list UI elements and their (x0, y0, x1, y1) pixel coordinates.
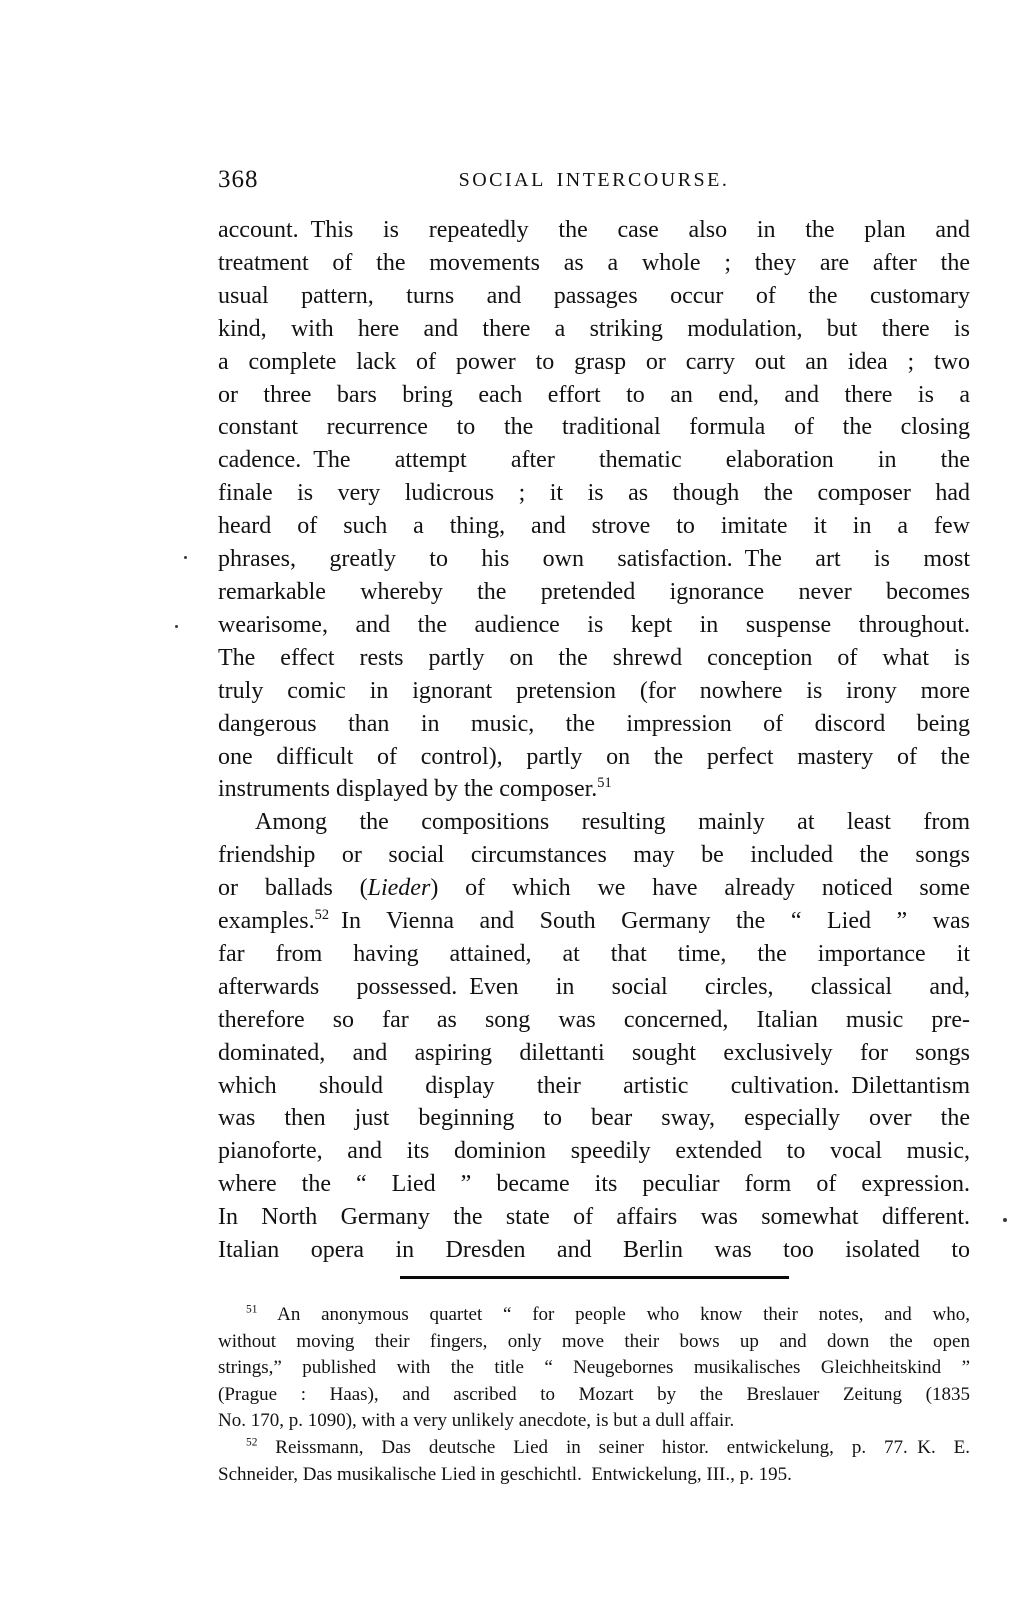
footnote-separator-rule (400, 1276, 789, 1279)
paragraph-2 (218, 806, 970, 1267)
body-text-line: which should display their artistic cultivation. Dilettantism (218, 1072, 970, 1099)
body-text-line: friendship or social circumstances may be included the songs (218, 842, 970, 869)
body-text-line: heard of such a thing, and strove to imitate it in a few (218, 513, 970, 540)
body-text-line: instruments displayed by the composer.$^{51}$ (218, 775, 612, 803)
body-text-line: a complete lack of power to grasp or carry out an idea ; two (218, 348, 970, 375)
footnote-line: No. 170, p. 1090), with a very unlikely anecdote, is but a dull affair. (218, 1410, 735, 1432)
body-text-line: was then just beginning to bear sway, especially over the (218, 1105, 970, 1132)
footnote-line: $^{52}$ Reissmann, Das deutsche Lied in seiner histor. entwickelung, p. 77. K. E. (246, 1436, 970, 1458)
body-text-line: usual pattern, turns and passages occur of the customary (218, 282, 970, 309)
page-number: 368 (218, 166, 259, 193)
body-text-line: Among the compositions resulting mainly at least from (255, 809, 970, 836)
body-text-line: far from having attained, at that time, the importance it (218, 940, 970, 967)
footnote-line: (Prague : Haas), and ascribed to Mozart by the Breslauer Zeitung (1835 (218, 1383, 970, 1405)
scan-speck (184, 556, 187, 559)
body-text-line: pianoforte, and its dominion speedily extended to vocal music, (218, 1138, 970, 1165)
body-text-line: treatment of the movements as a whole ; they are after the (218, 249, 970, 276)
body-text-line: afterwards possessed. Even in social circles, classical and, (218, 973, 970, 1000)
body-text-line: or three bars bring each effort to an end, and there is a (218, 381, 970, 408)
running-title: SOCIAL INTERCOURSE. (458, 169, 730, 191)
scan-speck (175, 625, 178, 628)
scan-speck (1003, 1218, 1007, 1222)
body-text-line: phrases, greatly to his own satisfaction. The art is most (218, 546, 970, 573)
footnote-line: $^{51}$ An anonymous quartet “ for people who know their notes, and who, (246, 1303, 970, 1325)
body-text-line: kind, with here and there a striking modulation, but there is (218, 315, 970, 342)
footnotes (218, 1302, 970, 1488)
body-text-line: remarkable whereby the pretended ignorance never becomes (218, 578, 970, 605)
body-text-line: one difficult of control), partly on the perfect mastery of the (218, 743, 970, 770)
footnote-line: without moving their fingers, only move their bows up and down the open (218, 1330, 970, 1352)
body-text-line: where the “ Lied ” became its peculiar form of expression. (218, 1171, 970, 1198)
body-text (218, 214, 970, 1267)
running-head (218, 166, 970, 196)
footnote-51 (218, 1302, 970, 1435)
footnote-52 (218, 1435, 970, 1488)
body-text-line: dominated, and aspiring dilettanti sought exclusively for songs (218, 1039, 970, 1066)
paragraph-1 (218, 214, 970, 806)
body-text-line: constant recurrence to the traditional formula of the closing (218, 414, 970, 441)
body-text-line: therefore so far as song was concerned, Italian music pre- (218, 1006, 970, 1033)
body-text-line: account. This is repeatedly the case also in the plan and (218, 217, 970, 243)
body-text-line: examples.$^{52}$ In Vienna and South Germany the “ Lied ” was (218, 907, 970, 935)
body-text-line: The effect rests partly on the shrewd conception of what is (218, 644, 970, 671)
footnote-line: strings,” published with the title “ Neugebornes musikalisches Gleichheitskind ” (218, 1357, 970, 1379)
body-text-line: or ballads (Lieder) of which we have already noticed some (218, 875, 971, 902)
body-text-line: In North Germany the state of affairs was somewhat different. (218, 1204, 970, 1231)
body-text-line: wearisome, and the audience is kept in suspense throughout. (218, 611, 970, 638)
body-text-line: finale is very ludicrous ; it is as though the composer had (218, 480, 970, 507)
body-text-line: cadence. The attempt after thematic elaboration in the (218, 447, 970, 474)
body-text-line: truly comic in ignorant pretension (for nowhere is irony more (218, 677, 970, 704)
footnote-line: Schneider, Das musikalische Lied in geschichtl. Entwickelung, III., p. 195. (218, 1463, 792, 1485)
body-text-line: dangerous than in music, the impression of discord being (218, 710, 970, 737)
body-text-line: Italian opera in Dresden and Berlin was too isolated to (218, 1237, 970, 1264)
